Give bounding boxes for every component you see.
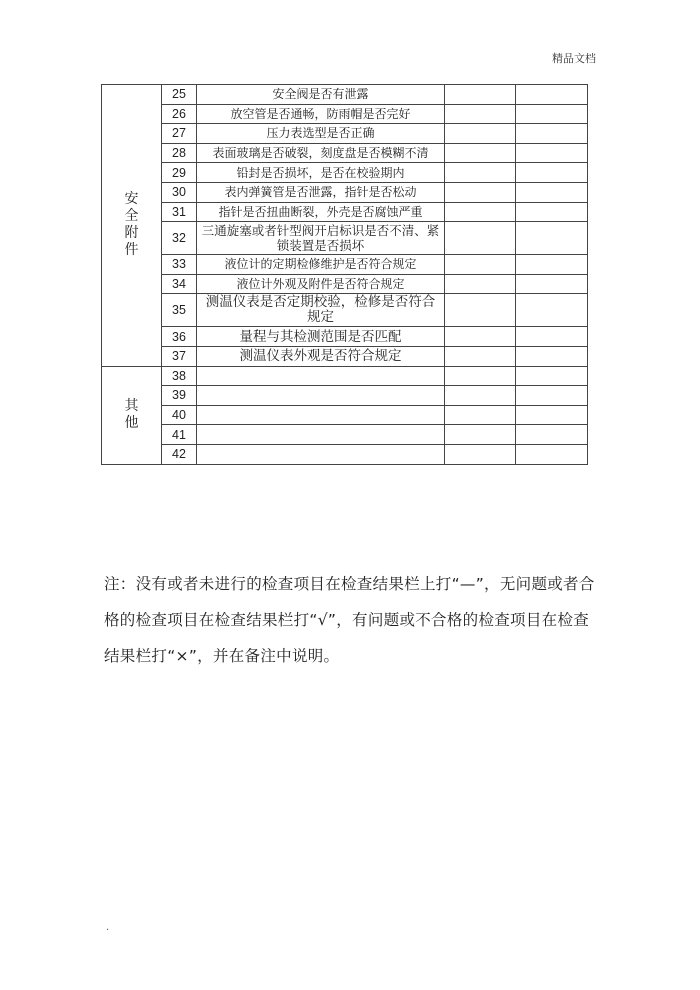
table-row	[102, 222, 588, 255]
check-item: 表内弹簧管是否泄露，指针是否松动	[197, 182, 445, 202]
remark-cell[interactable]	[516, 163, 588, 183]
table-row	[102, 124, 588, 144]
table-row	[102, 294, 588, 327]
table-row	[102, 202, 588, 222]
remark-cell[interactable]	[516, 143, 588, 163]
row-number: 25	[162, 85, 197, 105]
remark-cell[interactable]	[516, 294, 588, 327]
result-cell[interactable]	[445, 274, 516, 294]
result-cell[interactable]	[445, 202, 516, 222]
row-number: 30	[162, 182, 197, 202]
table-row	[102, 327, 588, 347]
note-paragraph: 注：没有或者未进行的检查项目在检查结果栏上打“—”，无问题或者合格的检查项目在检查结果栏打“√”，有问题或不合格的检查项目在检查结果栏打“×”，并在备注中说明。	[104, 575, 595, 665]
row-number: 37	[162, 346, 197, 366]
result-cell[interactable]	[445, 255, 516, 275]
remark-cell[interactable]	[516, 274, 588, 294]
group-cell-safety-accessories	[102, 85, 162, 367]
table-row	[102, 104, 588, 124]
check-item[interactable]	[197, 386, 445, 406]
remark-cell[interactable]	[516, 366, 588, 386]
remark-cell[interactable]	[516, 327, 588, 347]
check-item[interactable]	[197, 366, 445, 386]
remark-cell[interactable]	[516, 104, 588, 124]
check-item: 放空管是否通畅，防雨帽是否完好	[197, 104, 445, 124]
remark-cell[interactable]	[516, 444, 588, 464]
result-cell[interactable]	[445, 386, 516, 406]
remark-cell[interactable]	[516, 182, 588, 202]
row-number: 41	[162, 425, 197, 445]
table-row	[102, 346, 588, 366]
table-row	[102, 255, 588, 275]
result-cell[interactable]	[445, 294, 516, 327]
remark-cell[interactable]	[516, 202, 588, 222]
remark-cell[interactable]	[516, 222, 588, 255]
group-label: 安全附件	[124, 191, 139, 259]
group-cell-other	[102, 366, 162, 464]
result-cell[interactable]	[445, 405, 516, 425]
row-number: 39	[162, 386, 197, 406]
result-cell[interactable]	[445, 104, 516, 124]
result-cell[interactable]	[445, 425, 516, 445]
result-cell[interactable]	[445, 222, 516, 255]
row-number: 27	[162, 124, 197, 144]
table-row	[102, 85, 588, 105]
check-item: 液位计的定期检修维护是否符合规定	[197, 255, 445, 275]
row-number: 26	[162, 104, 197, 124]
page-mark: .	[106, 922, 110, 933]
result-cell[interactable]	[445, 366, 516, 386]
check-item[interactable]	[197, 425, 445, 445]
result-cell[interactable]	[445, 346, 516, 366]
remark-cell[interactable]	[516, 386, 588, 406]
check-item: 液位计外观及附件是否符合规定	[197, 274, 445, 294]
table-row	[102, 274, 588, 294]
table-row	[102, 143, 588, 163]
remark-cell[interactable]	[516, 124, 588, 144]
row-number: 31	[162, 202, 197, 222]
table-row	[102, 425, 588, 445]
check-item: 测温仪表外观是否符合规定	[197, 346, 445, 366]
result-cell[interactable]	[445, 163, 516, 183]
row-number: 38	[162, 366, 197, 386]
row-number: 34	[162, 274, 197, 294]
row-number: 42	[162, 444, 197, 464]
inspection-table	[101, 84, 588, 465]
check-item: 压力表选型是否正确	[197, 124, 445, 144]
row-number: 28	[162, 143, 197, 163]
remark-cell[interactable]	[516, 346, 588, 366]
row-number: 29	[162, 163, 197, 183]
result-cell[interactable]	[445, 182, 516, 202]
row-number: 35	[162, 294, 197, 327]
result-cell[interactable]	[445, 143, 516, 163]
table-row	[102, 182, 588, 202]
table-row	[102, 405, 588, 425]
check-item: 三通旋塞或者针型阀开启标识是否不清、紧锁装置是否损坏	[197, 222, 445, 255]
header-label: 精品文档	[552, 52, 596, 65]
group-label: 其他	[124, 398, 139, 432]
remark-cell[interactable]	[516, 405, 588, 425]
check-item: 指针是否扭曲断裂，外壳是否腐蚀严重	[197, 202, 445, 222]
row-number: 33	[162, 255, 197, 275]
table-row	[102, 386, 588, 406]
row-number: 36	[162, 327, 197, 347]
table-row	[102, 444, 588, 464]
remark-cell[interactable]	[516, 85, 588, 105]
check-item: 测温仪表是否定期校验，检修是否符合规定	[197, 294, 445, 327]
result-cell[interactable]	[445, 85, 516, 105]
result-cell[interactable]	[445, 444, 516, 464]
result-cell[interactable]	[445, 327, 516, 347]
remark-cell[interactable]	[516, 255, 588, 275]
result-cell[interactable]	[445, 124, 516, 144]
check-item[interactable]	[197, 444, 445, 464]
table-row	[102, 163, 588, 183]
check-item: 铅封是否损坏，是否在校验期内	[197, 163, 445, 183]
check-item: 安全阀是否有泄露	[197, 85, 445, 105]
row-number: 32	[162, 222, 197, 255]
check-item: 量程与其检测范围是否匹配	[197, 327, 445, 347]
remark-cell[interactable]	[516, 425, 588, 445]
row-number: 40	[162, 405, 197, 425]
check-item[interactable]	[197, 405, 445, 425]
table-row	[102, 366, 588, 386]
check-item: 表面玻璃是否破裂，刻度盘是否模糊不清	[197, 143, 445, 163]
